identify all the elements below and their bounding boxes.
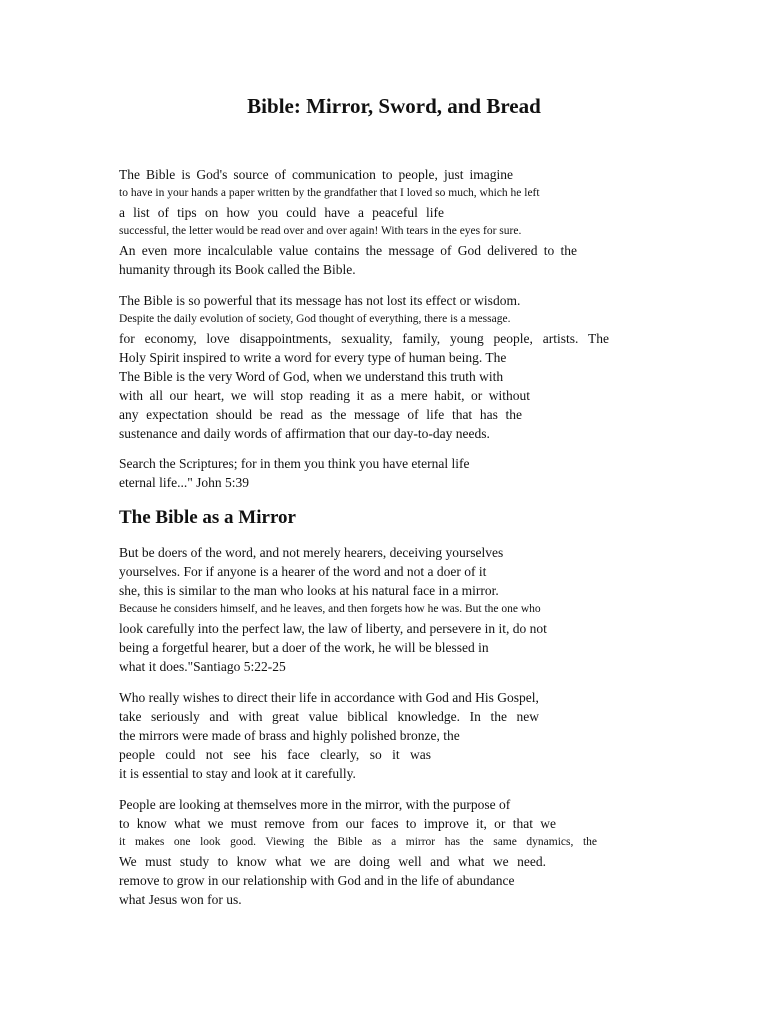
text-line: humanity through its Book called the Bible.	[119, 262, 356, 277]
text-line: People are looking at themselves more in the mirror, with the purpose of	[119, 797, 511, 812]
paragraph-power	[119, 291, 609, 443]
text-line: any expectation should be read as the message of life that has the	[119, 407, 522, 422]
paragraph-doers	[119, 543, 547, 676]
text-line: sustenance and daily words of affirmation that our day-to-day needs.	[119, 426, 490, 441]
document-title: Bible: Mirror, Sword, and Bread	[247, 94, 541, 118]
text-line: being a forgetful hearer, but a doer of the work, he will be blessed in	[119, 640, 489, 655]
text-line: to know what we must remove from our faces to improve it, or that we	[119, 816, 556, 831]
text-line: Despite the daily evolution of society, God thought of everything, there is a message.	[119, 313, 511, 325]
paragraph-intro	[119, 165, 577, 279]
paragraph-looking	[119, 795, 597, 909]
text-line: An even more incalculable value contains the message of God delivered to the	[119, 243, 577, 258]
text-line: eternal life..." John 5:39	[119, 475, 249, 490]
text-line: a list of tips on how you could have a peaceful life	[119, 205, 444, 220]
text-line: yourselves. For if anyone is a hearer of the word and not a doer of it	[119, 564, 487, 579]
text-line: Holy Spirit inspired to write a word for every type of human being. The	[119, 350, 507, 365]
text-line: But be doers of the word, and not merely hearers, deceiving yourselves	[119, 545, 504, 560]
text-line: Because he considers himself, and he leaves, and then forgets how he was. But the one who	[119, 603, 541, 615]
text-line: she, this is similar to the man who looks at his natural face in a mirror.	[119, 583, 499, 598]
text-line: to have in your hands a paper written by the grandfather that I loved so much, which he left	[119, 187, 540, 199]
paragraph-direct	[119, 688, 539, 783]
section-heading: The Bible as a Mirror	[119, 507, 296, 528]
text-line: the mirrors were made of brass and highly polished bronze, the	[119, 728, 460, 743]
text-line: it makes one look good. Viewing the Bible as a mirror has the same dynamics, the	[119, 836, 597, 848]
text-line: The Bible is the very Word of God, when we understand this truth with	[119, 369, 504, 384]
text-line: for economy, love disappointments, sexuality, family, young people, artists. The	[119, 331, 609, 346]
text-line: with all our heart, we will stop reading it as a mere habit, or without	[119, 388, 530, 403]
text-line: Search the Scriptures; for in them you think you have eternal life	[119, 456, 470, 471]
text-line: We must study to know what we are doing well and what we need.	[119, 854, 546, 869]
paragraph-scripture	[119, 454, 470, 492]
text-line: successful, the letter would be read over and over again! With tears in the eyes for sure.	[119, 225, 522, 237]
text-line: look carefully into the perfect law, the law of liberty, and persevere in it, do not	[119, 621, 547, 636]
text-line: The Bible is so powerful that its message has not lost its effect or wisdom.	[119, 293, 521, 308]
text-line: what it does."Santiago 5:22-25	[119, 659, 286, 674]
text-line: what Jesus won for us.	[119, 892, 242, 907]
text-line: people could not see his face clearly, so it was	[119, 747, 431, 762]
text-line: take seriously and with great value biblical knowledge. In the new	[119, 709, 539, 724]
text-line: remove to grow in our relationship with God and in the life of abundance	[119, 873, 515, 888]
text-line: Who really wishes to direct their life in accordance with God and His Gospel,	[119, 690, 539, 705]
text-line: it is essential to stay and look at it carefully.	[119, 766, 356, 781]
text-line: The Bible is God's source of communication to people, just imagine	[119, 167, 513, 182]
